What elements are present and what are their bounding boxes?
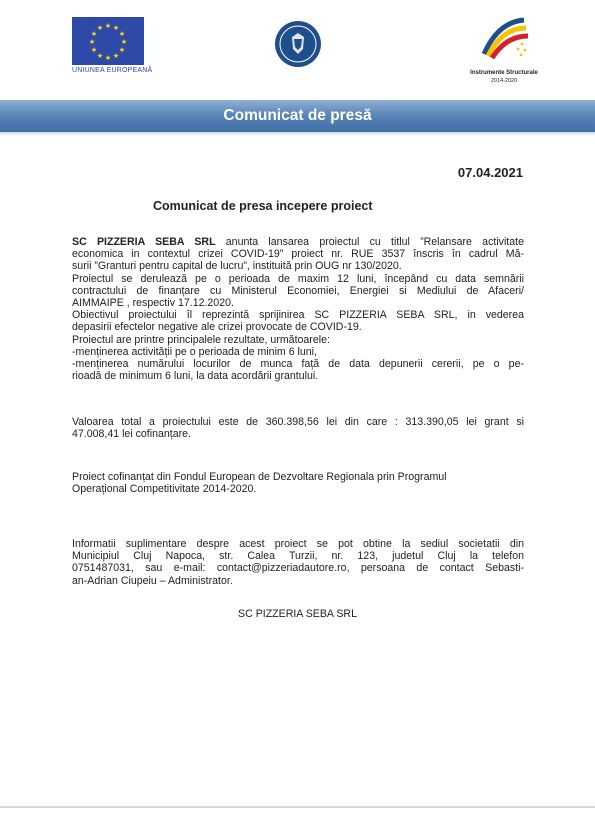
eu-flag-logo: [72, 17, 144, 65]
svg-text:★: ★: [88, 39, 96, 46]
paragraph-line: Municipiul Cluj Napoca, str. Calea Turzii, nr. 123, judetul Cluj la telefon: [72, 550, 524, 563]
structural-instruments-years: 2014-2020: [490, 78, 518, 84]
company-name: SC PIZZERIA SEBA SRL: [72, 236, 216, 248]
paragraph-line: Valoarea total a proiectului este de 360.398,56 lei din care : 313.390,05 lei grant si: [72, 416, 524, 428]
paragraph-line: 0751487031, sau e-mail: contact@pizzeriadautore.ro, persoana de contact Sebasti-: [72, 562, 524, 575]
svg-text:★: ★: [96, 53, 104, 60]
paragraph-line: Proiect cofinanțat din Fondul European de Dezvoltare Regionala prin Programul: [72, 471, 447, 483]
signature: SC PIZZERIA SEBA SRL: [238, 608, 357, 620]
banner-title: Comunicat de presă: [223, 107, 372, 124]
svg-text:★: ★: [90, 31, 98, 38]
svg-text:★: ★: [112, 53, 120, 60]
paragraph-line: [72, 236, 524, 248]
paragraph-line: rioadă de minimum 6 luni, la data acordării grantului.: [72, 370, 319, 383]
svg-text:★: ★: [104, 55, 112, 62]
paragraph-line: an-Adrian Ciupeiu – Administrator.: [72, 574, 233, 587]
body-paragraphs: [72, 236, 524, 382]
structural-instruments-logo: [478, 14, 530, 62]
svg-text:★: ★: [104, 23, 112, 30]
banner-shadow: [0, 132, 595, 136]
paragraph-line: -menținerea numărului locurilor de munca față de data depunerii cererii, pe o pe-: [72, 358, 524, 371]
paragraph-line: Proiectul se derulează pe o perioada de maxim 12 luni, începând cu data semnării: [72, 272, 524, 285]
value-paragraph: [72, 416, 524, 440]
svg-text:★: ★: [118, 31, 126, 38]
paragraph-text: anunta lansarea proiectul cu titlul ”Relansare activitate: [215, 236, 524, 248]
svg-text:★: ★: [96, 25, 104, 32]
paragraph-line: Proiectul are printre principalele rezultate, următoarele:: [72, 333, 330, 346]
paragraph-line: depasirii efectelor negative ale crizei provocate de COVID-19.: [72, 321, 362, 334]
paragraph-line: Obiectivul proiectului îl reprezintă sprijinirea SC PIZZERIA SEBA SRL, in vederea: [72, 309, 524, 322]
eu-label: UNIUNEA EUROPEANĂ: [72, 67, 153, 74]
structural-instruments-label: Instrumente Structurale: [470, 70, 538, 76]
svg-text:★: ★: [120, 39, 128, 46]
paragraph-line: AIMMAIPE , respectiv 17.12.2020.: [72, 297, 234, 310]
paragraph-line: Informatii suplimentare despre acest proiect se pot obtine la sediul societatii din: [72, 538, 524, 550]
svg-text:★: ★: [118, 47, 126, 54]
paragraph-line: surii ”Granturi pentru capital de lucru”, instituită prin OUG nr 130/2020.: [72, 260, 402, 273]
government-seal-logo: [273, 19, 323, 69]
contact-paragraph: [72, 538, 524, 587]
svg-text:★: ★: [112, 25, 120, 32]
cofinancing-paragraph: [72, 471, 524, 495]
paragraph-line: 47.008,41 lei cofinanțare.: [72, 428, 191, 441]
document-title: Comunicat de presa incepere proiect: [153, 199, 373, 213]
footer-rule: [0, 806, 595, 808]
document-date: 07.04.2021: [457, 165, 523, 180]
svg-text:★: ★: [90, 47, 98, 54]
paragraph-line: economica in contextul crizei COVID-19” proiect nr. RUE 3537 înscris în cadrul Mă-: [72, 248, 524, 261]
paragraph-line: -menținerea activității pe o perioada de minim 6 luni,: [72, 345, 317, 358]
paragraph-line: contractului de finanțare cu Ministerul Economiei, Energiei si Mediului de Afaceri/: [72, 284, 524, 297]
paragraph-line: Operațional Competitivitate 2014-2020.: [72, 483, 257, 496]
